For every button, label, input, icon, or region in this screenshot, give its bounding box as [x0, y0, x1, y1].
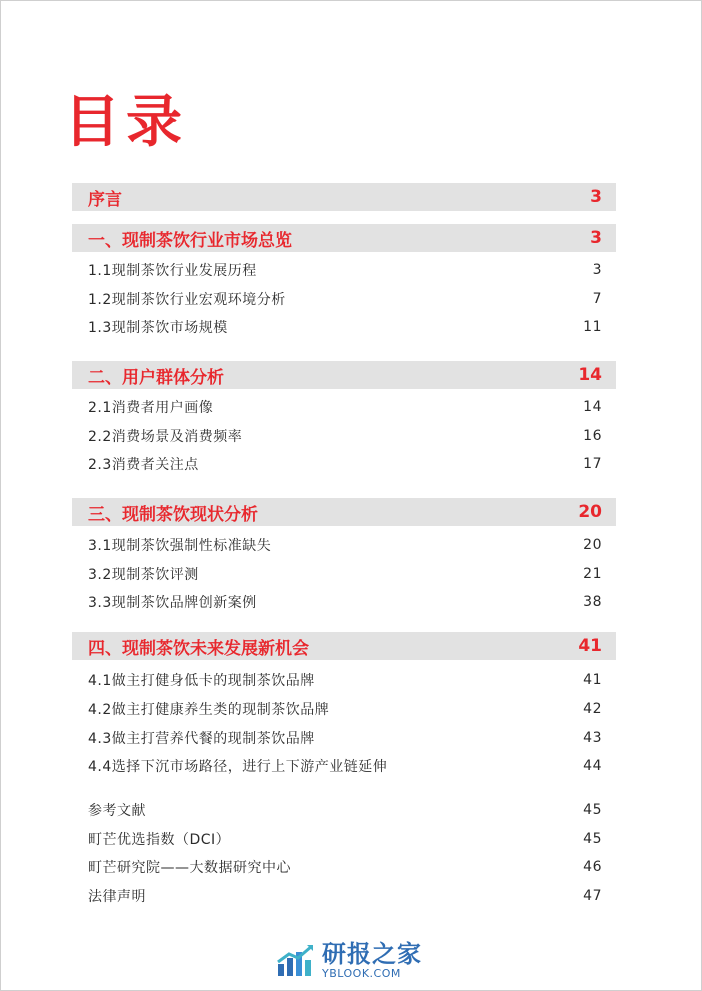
toc-entry-1-1[interactable] [88, 259, 602, 281]
section-label: 三、现制茶饮现状分析 [88, 504, 258, 525]
entry-label: 3.1现制茶饮强制性标准缺失 [88, 538, 272, 554]
entry-page: 3 [592, 262, 602, 278]
entry-page: 38 [583, 594, 602, 610]
entry-page: 42 [583, 701, 602, 717]
entry-label: 2.1消费者用户画像 [88, 400, 214, 416]
toc-appendix-legal[interactable] [88, 885, 602, 907]
toc-entry-4-4[interactable] [88, 755, 602, 777]
toc-entry-2-3[interactable] [88, 453, 602, 475]
entry-label: 1.2现制茶饮行业宏观环境分析 [88, 292, 286, 308]
entry-page: 45 [583, 802, 602, 818]
entry-page: 21 [583, 566, 602, 582]
toc-appendix-references[interactable] [88, 799, 602, 821]
entry-page: 41 [583, 672, 602, 688]
entry-label: 4.1做主打健身低卡的现制茶饮品牌 [88, 673, 315, 689]
toc-entry-3-2[interactable] [88, 563, 602, 585]
section-label: 四、现制茶饮未来发展新机会 [88, 638, 309, 659]
toc-entry-1-2[interactable] [88, 288, 602, 310]
entry-label: 2.3消费者关注点 [88, 457, 199, 473]
entry-label: 3.3现制茶饮品牌创新案例 [88, 595, 257, 611]
toc-entry-3-1[interactable] [88, 534, 602, 556]
section-label: 二、用户群体分析 [88, 367, 224, 388]
toc-entry-4-3[interactable] [88, 727, 602, 749]
entry-page: 47 [583, 888, 602, 904]
entry-page: 20 [583, 537, 602, 553]
entry-page: 14 [583, 399, 602, 415]
toc-entry-3-3[interactable] [88, 591, 602, 613]
entry-label: 町芒研究院——大数据研究中心 [88, 860, 291, 876]
section-page: 41 [578, 636, 602, 656]
toc-appendix-research[interactable] [88, 856, 602, 878]
toc-entry-4-1[interactable] [88, 669, 602, 691]
page-title: 目录 [64, 90, 188, 155]
entry-page: 43 [583, 730, 602, 746]
watermark-logo [276, 940, 436, 980]
watermark-en: YBLOOK.COM [322, 966, 401, 980]
entry-label: 1.1现制茶饮行业发展历程 [88, 263, 257, 279]
entry-label: 町芒优选指数（DCI） [88, 832, 231, 848]
entry-label: 3.2现制茶饮评测 [88, 567, 199, 583]
bar-chart-icon [276, 942, 316, 978]
entry-page: 11 [583, 319, 602, 335]
watermark-cn: 研报之家 [322, 939, 422, 968]
section-page: 20 [578, 502, 602, 522]
entry-page: 16 [583, 428, 602, 444]
entry-label: 参考文献 [88, 803, 146, 819]
toc-section-4[interactable] [72, 632, 616, 660]
entry-page: 17 [583, 456, 602, 472]
entry-page: 7 [592, 291, 602, 307]
toc-appendix-dci[interactable] [88, 828, 602, 850]
entry-label: 4.4选择下沉市场路径，进行上下游产业链延伸 [88, 759, 388, 775]
toc-section-preface[interactable] [72, 183, 616, 211]
section-page: 3 [590, 187, 602, 207]
section-label: 序言 [88, 189, 122, 210]
entry-label: 2.2消费场景及消费频率 [88, 429, 243, 445]
entry-page: 45 [583, 831, 602, 847]
entry-label: 法律声明 [88, 889, 146, 905]
toc-entry-1-3[interactable] [88, 316, 602, 338]
toc-section-1[interactable] [72, 224, 616, 252]
toc-entry-4-2[interactable] [88, 698, 602, 720]
entry-label: 4.2做主打健康养生类的现制茶饮品牌 [88, 702, 330, 718]
toc-entry-2-2[interactable] [88, 425, 602, 447]
entry-page: 46 [583, 859, 602, 875]
entry-label: 1.3现制茶饮市场规模 [88, 320, 228, 336]
section-page: 14 [578, 365, 602, 385]
toc-entry-2-1[interactable] [88, 396, 602, 418]
toc-section-3[interactable] [72, 498, 616, 526]
entry-label: 4.3做主打营养代餐的现制茶饮品牌 [88, 731, 315, 747]
toc-section-2[interactable] [72, 361, 616, 389]
entry-page: 44 [583, 758, 602, 774]
section-label: 一、现制茶饮行业市场总览 [88, 230, 292, 251]
section-page: 3 [590, 228, 602, 248]
